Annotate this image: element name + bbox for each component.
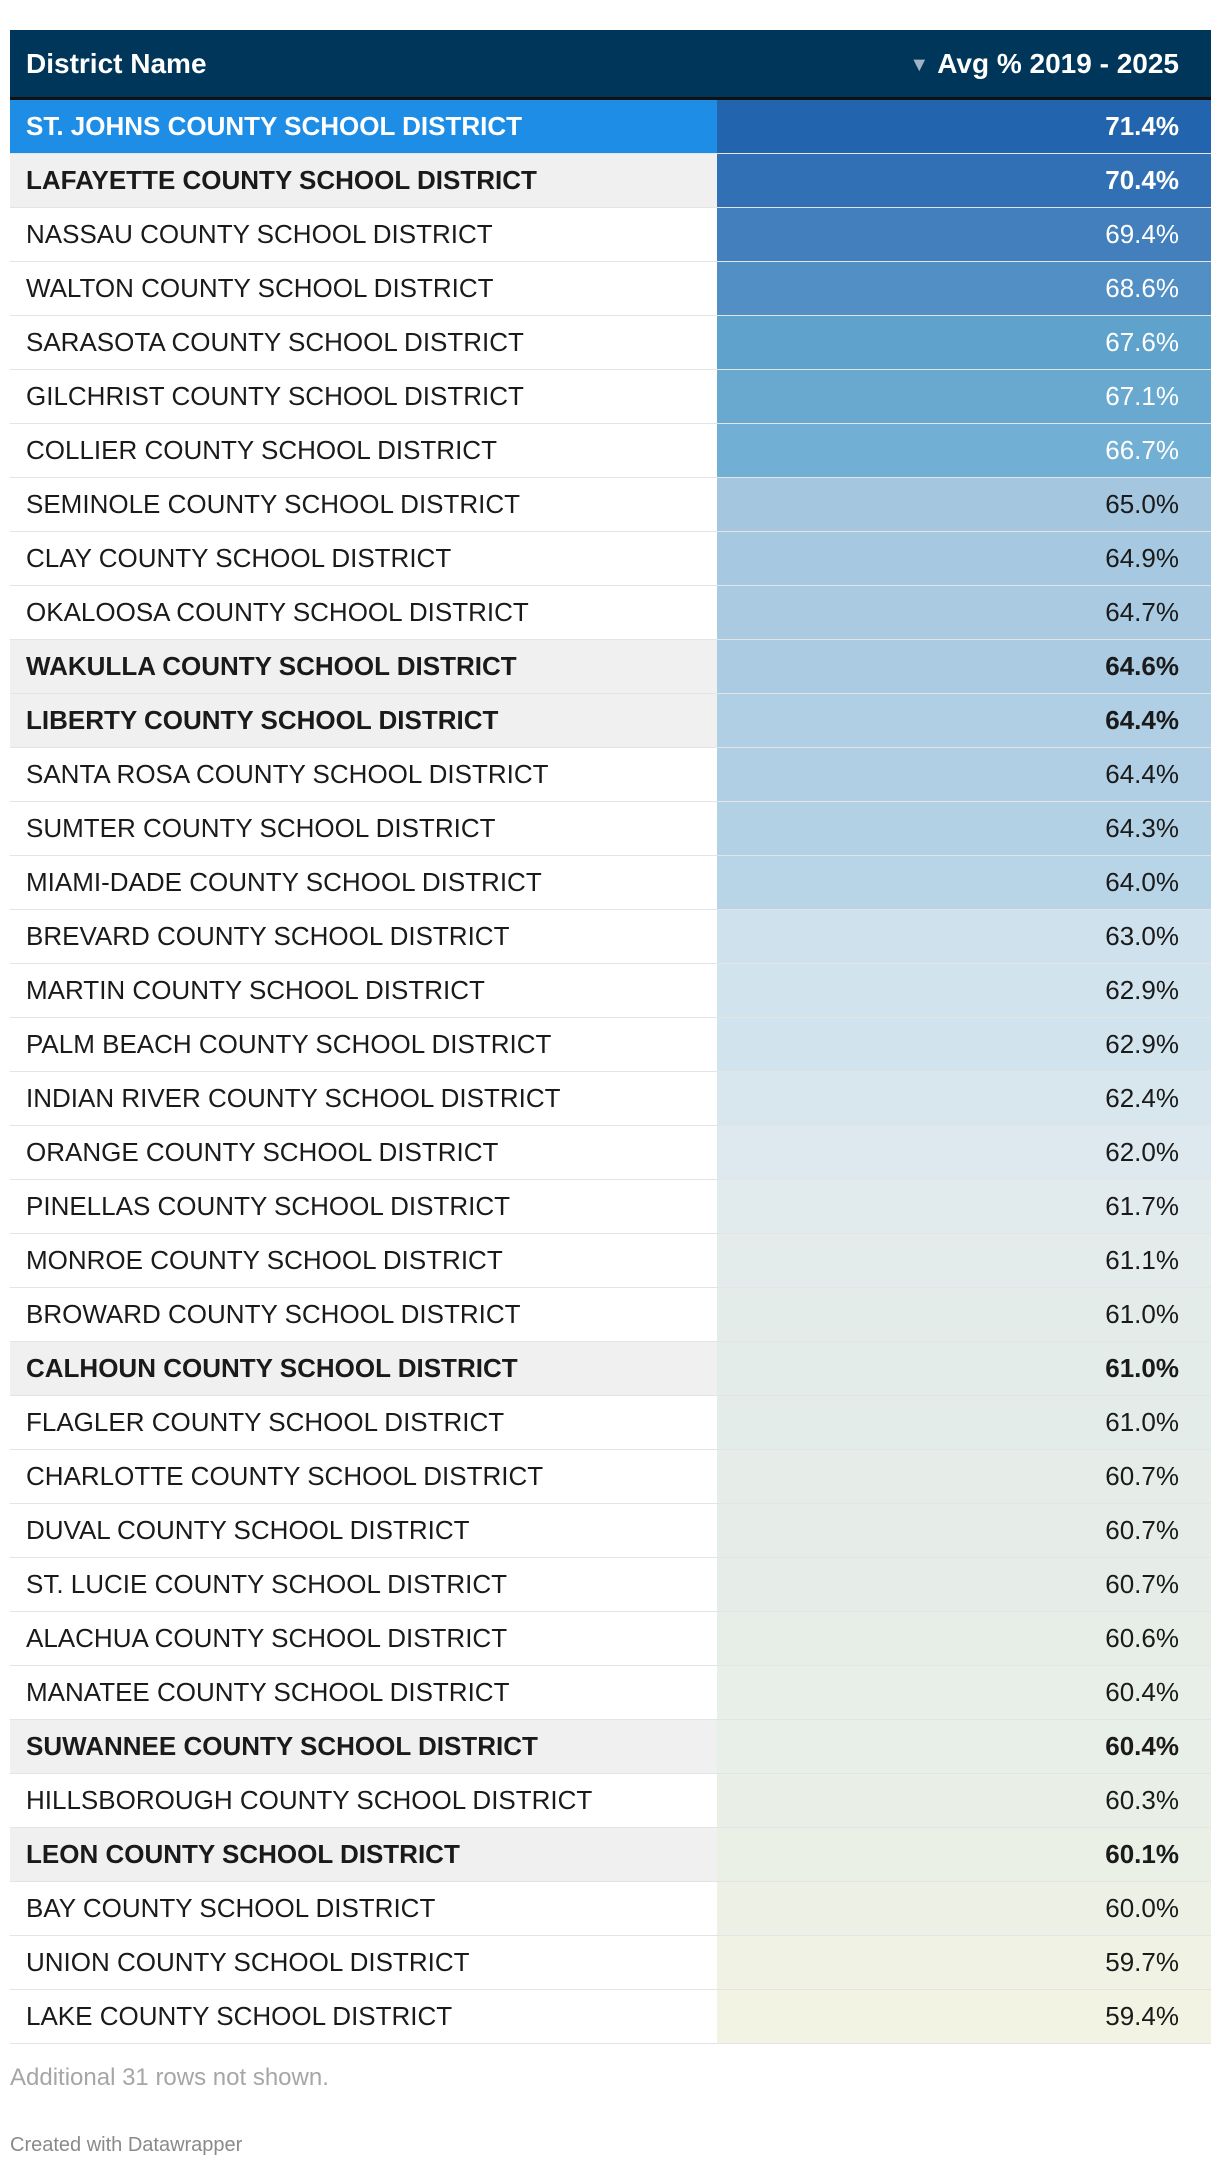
table-row[interactable]	[10, 1774, 1211, 1828]
district-name-cell: SUWANNEE COUNTY SCHOOL DISTRICT	[26, 1731, 538, 1761]
district-name-cell: ORANGE COUNTY SCHOOL DISTRICT	[26, 1137, 499, 1167]
district-name-cell: MARTIN COUNTY SCHOOL DISTRICT	[26, 975, 485, 1005]
district-name-cell: BAY COUNTY SCHOOL DISTRICT	[26, 1893, 436, 1923]
district-name-cell: CALHOUN COUNTY SCHOOL DISTRICT	[26, 1353, 518, 1383]
table-row[interactable]	[10, 694, 1211, 748]
district-name-cell: GILCHRIST COUNTY SCHOOL DISTRICT	[26, 381, 524, 411]
avg-percent-cell: 60.4%	[717, 1720, 1211, 1773]
avg-percent-cell: 69.4%	[717, 208, 1211, 261]
district-name-cell: OKALOOSA COUNTY SCHOOL DISTRICT	[26, 597, 529, 627]
avg-percent-cell: 62.9%	[717, 964, 1211, 1017]
avg-percent-cell: 63.0%	[717, 910, 1211, 963]
avg-percent-cell: 61.0%	[717, 1342, 1211, 1395]
avg-percent-cell: 61.0%	[717, 1288, 1211, 1341]
avg-percent-cell: 66.7%	[717, 424, 1211, 477]
avg-percent-cell: 62.4%	[717, 1072, 1211, 1125]
table-row[interactable]	[10, 586, 1211, 640]
district-name-cell: FLAGLER COUNTY SCHOOL DISTRICT	[26, 1407, 505, 1437]
table-row[interactable]	[10, 370, 1211, 424]
table-row[interactable]	[10, 1180, 1211, 1234]
data-table	[10, 30, 1211, 2044]
avg-percent-cell: 70.4%	[717, 154, 1211, 207]
avg-percent-cell: 60.7%	[717, 1504, 1211, 1557]
district-name-cell: SARASOTA COUNTY SCHOOL DISTRICT	[26, 327, 524, 357]
avg-percent-cell: 61.7%	[717, 1180, 1211, 1233]
avg-percent-cell: 60.0%	[717, 1882, 1211, 1935]
avg-percent-cell: 64.0%	[717, 856, 1211, 909]
avg-percent-cell: 62.9%	[717, 1018, 1211, 1071]
district-name-cell: BREVARD COUNTY SCHOOL DISTRICT	[26, 921, 510, 951]
avg-percent-cell: 64.4%	[717, 748, 1211, 801]
district-name-cell: MIAMI-DADE COUNTY SCHOOL DISTRICT	[26, 867, 542, 897]
table-row[interactable]	[10, 100, 1211, 154]
table-row[interactable]	[10, 154, 1211, 208]
datawrapper-credit[interactable]: Created with Datawrapper	[10, 2134, 243, 2156]
avg-percent-cell: 60.7%	[717, 1558, 1211, 1611]
district-name-cell: DUVAL COUNTY SCHOOL DISTRICT	[26, 1515, 470, 1545]
avg-percent-cell: 59.7%	[717, 1936, 1211, 1989]
table-row[interactable]	[10, 1612, 1211, 1666]
table-row[interactable]	[10, 1126, 1211, 1180]
table-row[interactable]	[10, 1504, 1211, 1558]
district-name-cell: CHARLOTTE COUNTY SCHOOL DISTRICT	[26, 1461, 544, 1491]
table-row[interactable]	[10, 1990, 1211, 2044]
district-name-cell: UNION COUNTY SCHOOL DISTRICT	[26, 1947, 470, 1977]
rows-hidden-note: Additional 31 rows not shown.	[10, 2064, 329, 2091]
district-name-cell: PINELLAS COUNTY SCHOOL DISTRICT	[26, 1191, 510, 1221]
table-row[interactable]	[10, 1234, 1211, 1288]
avg-percent-cell: 59.4%	[717, 1990, 1211, 2043]
district-name-cell: HILLSBOROUGH COUNTY SCHOOL DISTRICT	[26, 1785, 593, 1815]
district-name-cell: SANTA ROSA COUNTY SCHOOL DISTRICT	[26, 759, 549, 789]
table-row[interactable]	[10, 1072, 1211, 1126]
avg-percent-cell: 68.6%	[717, 262, 1211, 315]
district-name-cell: ST. LUCIE COUNTY SCHOOL DISTRICT	[26, 1569, 508, 1599]
column-header-district-name[interactable]: District Name	[26, 47, 207, 79]
district-name-cell: WALTON COUNTY SCHOOL DISTRICT	[26, 273, 494, 303]
table-row[interactable]	[10, 424, 1211, 478]
table-row[interactable]	[10, 802, 1211, 856]
avg-percent-cell: 64.4%	[717, 694, 1211, 747]
district-name-cell: LAKE COUNTY SCHOOL DISTRICT	[26, 2001, 453, 2031]
district-name-cell: INDIAN RIVER COUNTY SCHOOL DISTRICT	[26, 1083, 561, 1113]
table-row[interactable]	[10, 532, 1211, 586]
district-name-cell: LIBERTY COUNTY SCHOOL DISTRICT	[26, 705, 499, 735]
table-row[interactable]	[10, 316, 1211, 370]
sort-descending-icon[interactable]: ▼	[909, 53, 930, 76]
table-row[interactable]	[10, 1882, 1211, 1936]
table-body	[10, 100, 1211, 2044]
district-name-cell: MANATEE COUNTY SCHOOL DISTRICT	[26, 1677, 510, 1707]
avg-percent-cell: 62.0%	[717, 1126, 1211, 1179]
district-name-cell: MONROE COUNTY SCHOOL DISTRICT	[26, 1245, 503, 1275]
district-name-cell: WAKULLA COUNTY SCHOOL DISTRICT	[26, 651, 517, 681]
avg-percent-cell: 67.6%	[717, 316, 1211, 369]
table-row[interactable]	[10, 1018, 1211, 1072]
column-header-avg-percent[interactable]	[717, 48, 1211, 80]
table-header	[10, 30, 1211, 100]
column-header-avg-percent-label: Avg % 2019 - 2025	[937, 47, 1179, 79]
avg-percent-cell: 64.6%	[717, 640, 1211, 693]
table-row[interactable]	[10, 1342, 1211, 1396]
district-name-cell: ALACHUA COUNTY SCHOOL DISTRICT	[26, 1623, 508, 1653]
table-row[interactable]	[10, 208, 1211, 262]
table-row[interactable]	[10, 478, 1211, 532]
avg-percent-cell: 60.7%	[717, 1450, 1211, 1503]
district-name-cell: SUMTER COUNTY SCHOOL DISTRICT	[26, 813, 496, 843]
table-row[interactable]	[10, 1558, 1211, 1612]
table-row[interactable]	[10, 640, 1211, 694]
avg-percent-cell: 64.3%	[717, 802, 1211, 855]
table-row[interactable]	[10, 856, 1211, 910]
table-row[interactable]	[10, 748, 1211, 802]
district-name-cell: PALM BEACH COUNTY SCHOOL DISTRICT	[26, 1029, 552, 1059]
district-name-cell: BROWARD COUNTY SCHOOL DISTRICT	[26, 1299, 521, 1329]
table-row[interactable]	[10, 1936, 1211, 1990]
table-row[interactable]	[10, 262, 1211, 316]
avg-percent-cell: 60.3%	[717, 1774, 1211, 1827]
table-row[interactable]	[10, 1828, 1211, 1882]
district-name-cell: COLLIER COUNTY SCHOOL DISTRICT	[26, 435, 497, 465]
table-row[interactable]	[10, 1720, 1211, 1774]
table-row[interactable]	[10, 910, 1211, 964]
avg-percent-cell: 61.0%	[717, 1396, 1211, 1449]
district-name-cell: LEON COUNTY SCHOOL DISTRICT	[26, 1839, 460, 1869]
avg-percent-cell: 67.1%	[717, 370, 1211, 423]
table-row[interactable]	[10, 1450, 1211, 1504]
avg-percent-cell: 60.6%	[717, 1612, 1211, 1665]
district-name-cell: ST. JOHNS COUNTY SCHOOL DISTRICT	[26, 111, 522, 141]
district-name-cell: NASSAU COUNTY SCHOOL DISTRICT	[26, 219, 493, 249]
district-name-cell: SEMINOLE COUNTY SCHOOL DISTRICT	[26, 489, 521, 519]
district-name-cell: LAFAYETTE COUNTY SCHOOL DISTRICT	[26, 165, 537, 195]
avg-percent-cell: 60.4%	[717, 1666, 1211, 1719]
avg-percent-cell: 65.0%	[717, 478, 1211, 531]
table-row[interactable]	[10, 1288, 1211, 1342]
table-row[interactable]	[10, 1666, 1211, 1720]
table-row[interactable]	[10, 1396, 1211, 1450]
district-name-cell: CLAY COUNTY SCHOOL DISTRICT	[26, 543, 452, 573]
table-row[interactable]	[10, 964, 1211, 1018]
avg-percent-cell: 60.1%	[717, 1828, 1211, 1881]
avg-percent-cell: 71.4%	[717, 100, 1211, 153]
avg-percent-cell: 64.9%	[717, 532, 1211, 585]
avg-percent-cell: 64.7%	[717, 586, 1211, 639]
avg-percent-cell: 61.1%	[717, 1234, 1211, 1287]
